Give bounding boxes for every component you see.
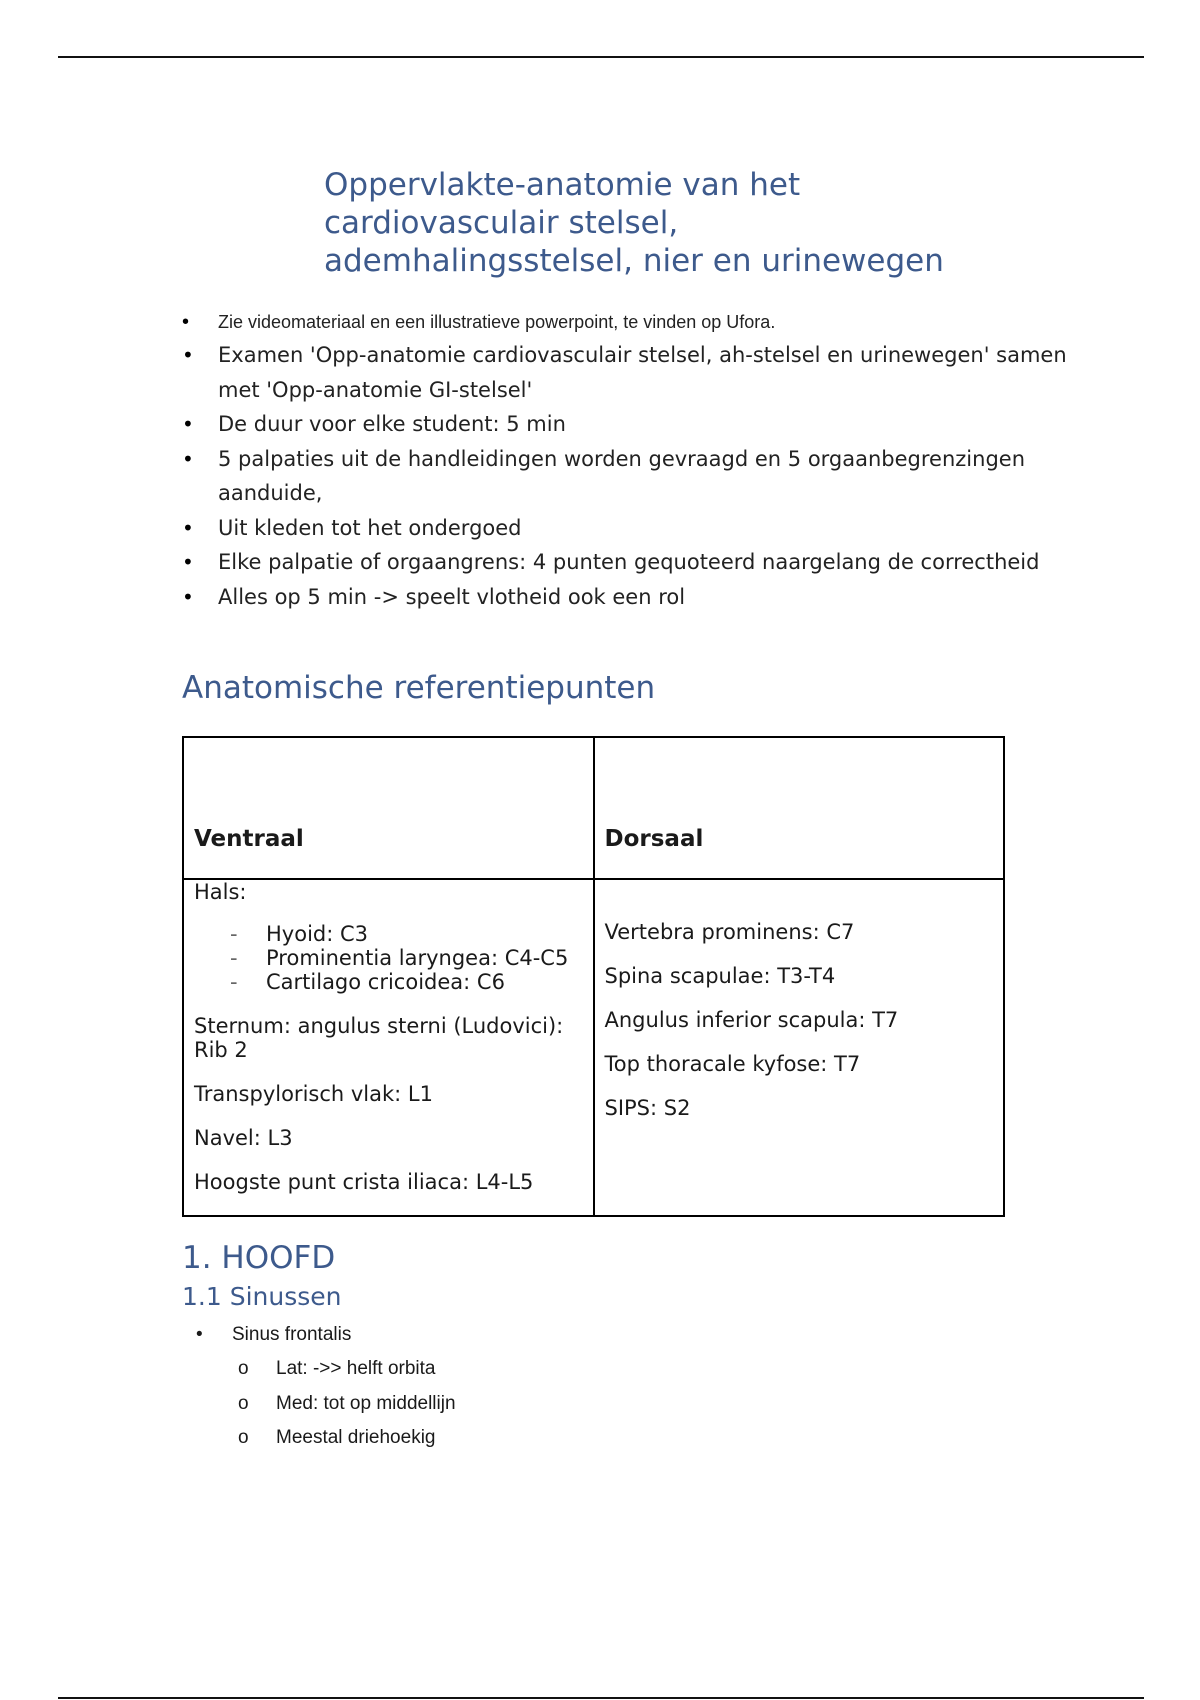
ventraal-item: Navel: L3 [194, 1126, 293, 1150]
table-header-row [183, 737, 1004, 879]
dorsaal-item: SIPS: S2 [604, 1096, 691, 1120]
sinus-list [196, 1318, 456, 1456]
table-body-row [183, 879, 1004, 1216]
dorsaal-item: Angulus inferior scapula: T7 [604, 1008, 899, 1032]
hals-item: - Hyoid: C3 [230, 922, 583, 946]
title-line: cardiovasculair stelsel, [324, 205, 679, 241]
reference-points-table [182, 736, 1005, 1217]
ventraal-item: Hoogste punt crista iliaca: L4-L5 [194, 1170, 534, 1194]
header-ventraal: Ventraal [183, 737, 594, 879]
ventraal-item: Sternum: angulus sterni (Ludovici): Rib 2 [194, 1014, 564, 1062]
heading-hoofd: 1. HOOFD [182, 1240, 336, 1276]
sinus-label: Sinus frontalis [232, 1324, 352, 1345]
sinus-subitem: o Meestal driehoekig [238, 1421, 456, 1456]
hals-item: - Cartilago cricoidea: C6 [230, 970, 583, 994]
hals-label: Hals: [194, 880, 247, 904]
sinus-frontalis-item [196, 1318, 456, 1456]
sinus-sublist [232, 1352, 456, 1456]
dorsaal-cell [594, 879, 1005, 1216]
dorsaal-item: Top thoracale kyfose: T7 [604, 1052, 861, 1076]
intro-bullet: • Examen 'Opp-anatomie cardiovasculair stelsel, ah-stelsel en urinewegen' samen met 'Opp-anatomie GI-stelsel' [182, 338, 1082, 407]
dorsaal-item: Vertebra prominens: C7 [604, 920, 855, 944]
intro-bullet: • Alles op 5 min -> speelt vlotheid ook een rol [182, 580, 1082, 615]
hals-item: - Prominentia laryngea: C4-C5 [230, 946, 583, 970]
title-line: Oppervlakte-anatomie van het [324, 167, 801, 203]
intro-bullet: • Zie videomateriaal en een illustratieve powerpoint, te vinden op Ufora. [182, 306, 1082, 338]
intro-bullet: • De duur voor elke student: 5 min [182, 407, 1082, 442]
header-dorsaal: Dorsaal [594, 737, 1005, 879]
title-line: ademhalingsstelsel, nier en urinewegen [324, 243, 944, 279]
footer-rule [58, 1697, 1144, 1699]
section-heading-anatomy: Anatomische referentiepunten [182, 670, 656, 706]
hals-list [194, 922, 583, 994]
header-rule [58, 56, 1144, 58]
ventraal-item: Transpylorisch vlak: L1 [194, 1082, 433, 1106]
intro-bullet-list [182, 306, 1082, 614]
intro-bullet: • Elke palpatie of orgaangrens: 4 punten gequoteerd naargelang de correctheid [182, 545, 1082, 580]
document-title [324, 166, 1044, 280]
intro-bullet: • Uit kleden tot het ondergoed [182, 511, 1082, 546]
intro-bullet: • 5 palpaties uit de handleidingen worden gevraagd en 5 orgaanbegrenzingen aanduide, [182, 442, 1082, 511]
heading-sinussen: 1.1 Sinussen [182, 1282, 342, 1311]
sinus-subitem: o Med: tot op middellijn [238, 1387, 456, 1422]
dorsaal-item: Spina scapulae: T3-T4 [604, 964, 836, 988]
sinus-subitem: o Lat: ->> helft orbita [238, 1352, 456, 1387]
ventraal-cell [183, 879, 594, 1216]
